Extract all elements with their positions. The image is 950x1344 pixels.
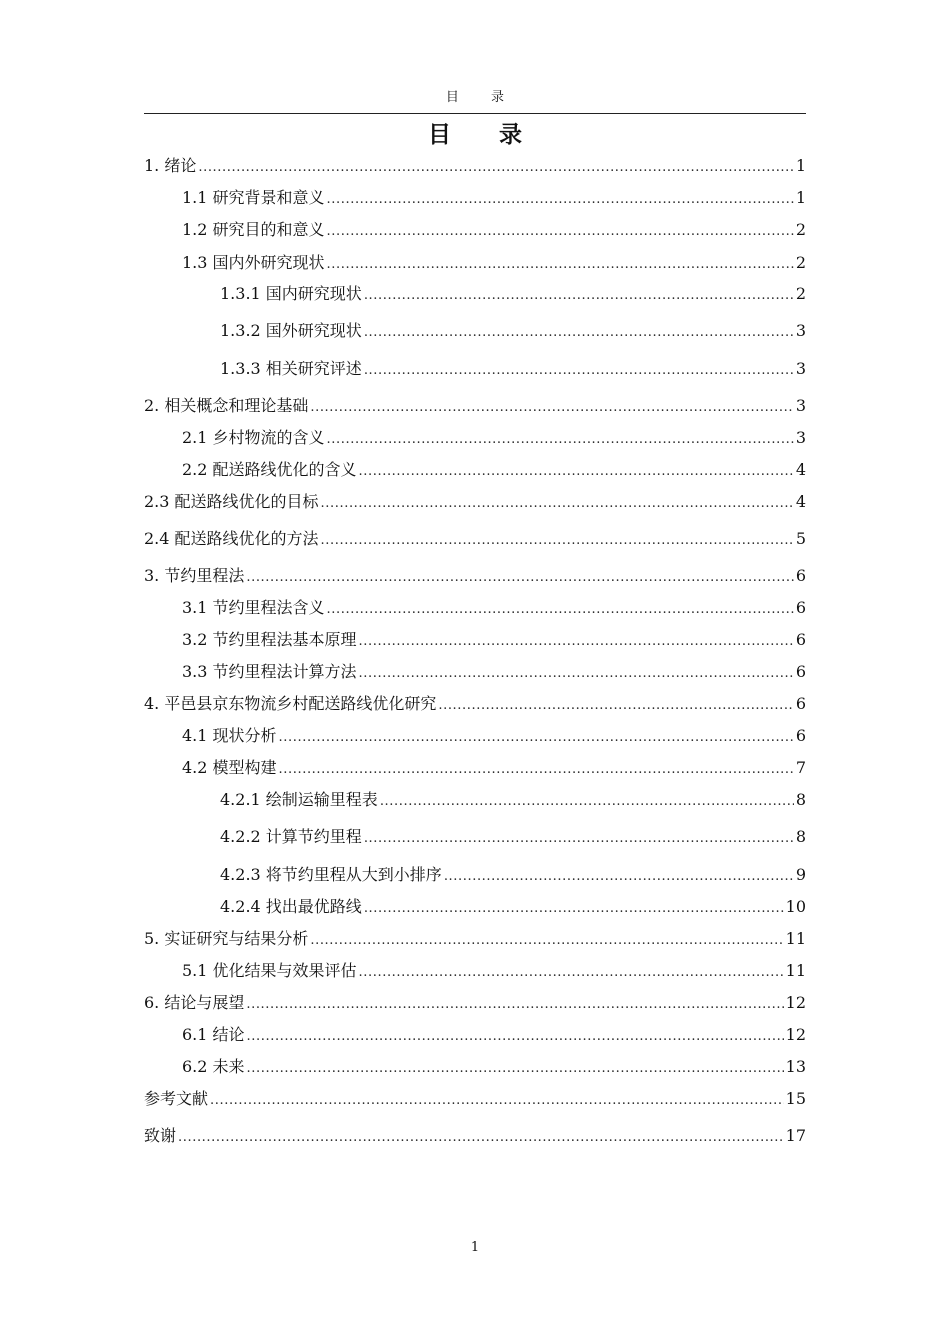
toc-entry-label: 4.2.4 找出最优路线 [220,897,362,916]
toc-entry[interactable] [144,927,806,949]
toc-entry-label: 2.2 配送路线优化的含义 [182,460,357,479]
toc-leader-dots [380,794,794,810]
toc-entry[interactable] [182,724,806,746]
toc-entry-page: 17 [785,1126,806,1145]
toc-entry-label: 1.2 研究目的和意义 [182,220,325,239]
toc-entry[interactable] [144,154,806,176]
toc-leader-dots [364,363,794,379]
toc-leader-dots [364,288,794,304]
toc-entry-label: 参考文献 [144,1089,209,1108]
toc-entry-page: 1 [795,188,806,207]
toc-entry[interactable] [182,959,806,981]
toc-entry[interactable] [182,186,806,208]
toc-entry-label: 2.3 配送路线优化的目标 [144,492,319,511]
toc-entry-label: 4.2.3 将节约里程从大到小排序 [220,865,442,884]
toc-entry[interactable] [144,564,806,586]
toc-leader-dots [310,933,783,949]
toc-entry[interactable] [220,788,806,810]
toc-entry[interactable] [144,527,806,549]
toc-leader-dots [327,602,794,618]
toc-entry-label: 1. 绪论 [144,156,197,175]
toc-entry-label: 4.2.1 绘制运输里程表 [220,790,378,809]
toc-entry-label: 3.1 节约里程法含义 [182,598,325,617]
toc-entry[interactable] [144,1087,806,1109]
toc-leader-dots [198,160,793,176]
toc-entry-page: 11 [785,929,806,948]
toc-leader-dots [359,634,794,650]
toc-entry-label: 4.1 现状分析 [182,726,277,745]
toc-entry-page: 9 [795,865,806,884]
toc-entry[interactable] [182,1023,806,1045]
toc-entry-page: 6 [795,630,806,649]
toc-entry-page: 13 [785,1057,806,1076]
toc-entry-page: 10 [785,897,806,916]
toc-entry-page: 12 [785,993,806,1012]
toc-leader-dots [279,762,794,778]
toc-leader-dots [327,224,794,240]
toc-leader-dots [210,1093,784,1109]
toc-leader-dots [444,869,794,885]
toc-leader-dots [359,464,794,480]
toc-entry-label: 2. 相关概念和理论基础 [144,396,309,415]
toc-entry[interactable] [182,660,806,682]
toc-entry-label: 致谢 [144,1126,177,1145]
toc-entry-page: 2 [795,253,806,272]
toc-entry-label: 5.1 优化结果与效果评估 [182,961,357,980]
toc-entry-page: 4 [795,460,806,479]
toc-entry[interactable] [182,1055,806,1077]
toc-entry-label: 6. 结论与展望 [144,993,245,1012]
toc-leader-dots [327,257,794,273]
toc-entry-label: 5. 实证研究与结果分析 [144,929,309,948]
toc-leader-dots [327,192,794,208]
toc-entry[interactable] [182,458,806,480]
toc-entry-page: 2 [795,284,806,303]
toc-leader-dots [321,496,794,512]
toc-entry-label: 1.1 研究背景和意义 [182,188,325,207]
toc-entry[interactable] [144,490,806,512]
toc-entry-page: 6 [795,598,806,617]
toc-entry-page: 3 [795,428,806,447]
toc-leader-dots [438,698,793,714]
toc-entry-page: 12 [785,1025,806,1044]
toc-entry-page: 2 [795,220,806,239]
toc-entry-label: 1.3 国内外研究现状 [182,253,325,272]
toc-entry-label: 1.3.3 相关研究评述 [220,359,362,378]
toc-leader-dots [279,730,794,746]
toc-entry-label: 4.2.2 计算节约里程 [220,827,362,846]
toc-leader-dots [364,901,784,917]
toc-entry[interactable] [182,596,806,618]
toc-entry-label: 2.4 配送路线优化的方法 [144,529,319,548]
toc-entry-page: 8 [795,790,806,809]
toc-leader-dots [246,997,783,1013]
toc-entry-label: 6.2 未来 [182,1057,245,1076]
toc-entry-page: 6 [795,662,806,681]
toc-leader-dots [321,533,794,549]
toc-entry[interactable] [144,394,806,416]
toc-leader-dots [246,570,793,586]
toc-leader-dots [247,1029,784,1045]
toc-entry-page: 3 [795,359,806,378]
toc-entry-page: 5 [795,529,806,548]
toc-entry-page: 1 [795,156,806,175]
toc-entry-label: 1.3.1 国内研究现状 [220,284,362,303]
toc-leader-dots [359,965,784,981]
toc-entry[interactable] [182,251,806,273]
page-title: 目 录 [427,122,542,148]
toc-leader-dots [359,666,794,682]
page-number: 1 [470,1240,480,1255]
toc-entry-page: 8 [795,827,806,846]
toc-entry-page: 4 [795,492,806,511]
toc-entry-page: 6 [795,694,806,713]
toc-entry[interactable] [182,426,806,448]
toc-leader-dots [327,432,794,448]
running-header: 目 录 [445,90,519,105]
toc-entry-label: 4.2 模型构建 [182,758,277,777]
toc-entry-page: 7 [795,758,806,777]
toc-entry[interactable] [220,825,806,847]
toc-leader-dots [364,325,794,341]
toc-entry-label: 6.1 结论 [182,1025,245,1044]
toc-entry[interactable] [144,991,806,1013]
toc-entry-label: 3.3 节约里程法计算方法 [182,662,357,681]
toc-entry[interactable] [220,357,806,379]
toc-entry-page: 15 [785,1089,806,1108]
toc-entry[interactable] [220,282,806,304]
toc-entry[interactable] [220,319,806,341]
toc-entry[interactable] [220,863,806,885]
toc-entry[interactable] [144,692,806,714]
toc-entry[interactable] [182,628,806,650]
toc-entry[interactable] [182,218,806,240]
toc-leader-dots [310,400,793,416]
toc-entry-page: 3 [795,321,806,340]
toc-entry[interactable] [220,895,806,917]
toc-leader-dots [364,831,794,847]
toc-leader-dots [178,1130,784,1146]
toc-entry[interactable] [144,1124,806,1146]
toc-entry-label: 1.3.2 国外研究现状 [220,321,362,340]
toc-leader-dots [247,1061,784,1077]
toc-entry-label: 3. 节约里程法 [144,566,245,585]
toc-entry-page: 6 [795,726,806,745]
toc-entry-label: 2.1 乡村物流的含义 [182,428,325,447]
toc-entry[interactable] [182,756,806,778]
toc-entry-label: 3.2 节约里程法基本原理 [182,630,357,649]
toc-entry-label: 4. 平邑县京东物流乡村配送路线优化研究 [144,694,437,713]
toc-entry-page: 6 [795,566,806,585]
toc-entry-page: 11 [785,961,806,980]
toc-entry-page: 3 [795,396,806,415]
